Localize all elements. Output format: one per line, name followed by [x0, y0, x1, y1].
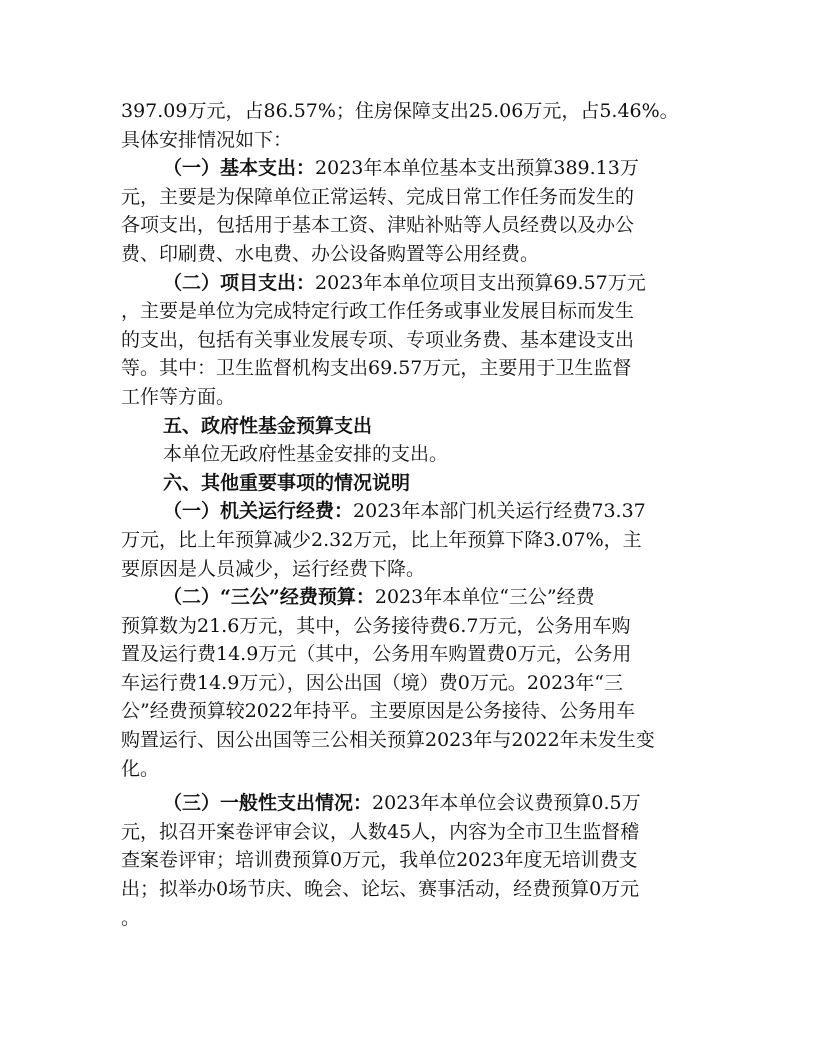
section-title: 六、其他重要事项的情况说明 — [163, 471, 411, 494]
paragraph-first-line — [121, 154, 697, 183]
paragraph-text: 2023年本单位会议费预算0.5万 — [372, 792, 641, 815]
paragraph-heading: （二）项目支出： — [163, 271, 316, 294]
paragraph-line: 化。 — [121, 757, 160, 780]
paragraph-line: 各项支出，包括用于基本工资、津贴补贴等人员经费以及办公 — [121, 214, 635, 237]
paragraph-line: 费、印刷费、水电费、办公设备购置等公用经费。 — [121, 242, 540, 265]
paragraph-first-line — [121, 269, 697, 298]
paragraph-line: 公”经费预算较2022年持平。主要原因是公务接待、公务用车 — [121, 700, 636, 723]
paragraph-line: 的支出，包括有关事业发展专项、专项业务费、基本建设支出 — [121, 328, 635, 351]
paragraph-line: 本单位无政府性基金安排的支出。 — [163, 443, 449, 466]
paragraph-line: 出；拟举办0场节庆、晚会、论坛、赛事活动，经费预算0万元 — [121, 878, 640, 901]
paragraph-line: 预算数为21.6万元，其中，公务接待费6.7万元，公务用车购 — [121, 614, 631, 637]
paragraph-line: 具体安排情况如下： — [121, 128, 293, 151]
paragraph-line: ，主要是单位为完成特定行政工作任务或事业发展目标而发生 — [121, 300, 635, 323]
paragraph-first-line — [121, 497, 697, 526]
paragraph-line: 等。其中：卫生监督机构支出69.57万元，主要用于卫生监督 — [121, 357, 632, 380]
paragraph-line: 置及运行费14.9万元（其中，公务用车购置费0万元，公务用 — [121, 643, 632, 666]
paragraph-text: 2023年本单位基本支出预算389.13万 — [315, 157, 639, 180]
paragraph-heading: （三）一般性支出情况： — [163, 792, 373, 815]
document-body — [121, 97, 697, 932]
paragraph-heading: （二）“三公”经费预算： — [163, 586, 375, 609]
paragraph-text: 2023年本部门机关运行经费73.37 — [353, 500, 646, 523]
paragraph-text: 2023年本单位项目支出预算69.57万元 — [315, 271, 646, 294]
paragraph-line: 万元，比上年预算减少2.32万元，比上年预算下降3.07%，主 — [121, 528, 642, 551]
paragraph-line: 397.09万元，占86.57%；住房保障支出25.06万元，占5.46%。 — [121, 100, 679, 122]
paragraph-line: 购置运行、因公出国等三公相关预算2023年与2022年未发生变 — [121, 729, 655, 752]
paragraph-line: 要原因是人员减少，运行经费下降。 — [121, 557, 426, 580]
paragraph-line: 工作等方面。 — [121, 385, 236, 408]
paragraph-line: 。 — [121, 906, 141, 929]
paragraph-line: 车运行费14.9万元），因公出国（境）费0万元。2023年“三 — [121, 671, 623, 694]
paragraph-heading: （一）机关运行经费： — [163, 500, 354, 523]
paragraph-line: 元，主要是为保障单位正常运转、完成日常工作任务而发生的 — [121, 185, 635, 208]
paragraph-heading: （一）基本支出： — [163, 157, 316, 180]
paragraph-line: 查案卷评审；培训费预算0万元，我单位2023年度无培训费支 — [121, 849, 638, 872]
paragraph-first-line — [121, 583, 697, 612]
paragraph-first-line — [121, 789, 697, 818]
section-title: 五、政府性基金预算支出 — [163, 414, 373, 437]
paragraph-text: 2023年本单位“三公”经费 — [374, 586, 595, 609]
paragraph-line: 元，拟召开案卷评审会议，人数45人，内容为全市卫生监督稽 — [121, 820, 640, 843]
